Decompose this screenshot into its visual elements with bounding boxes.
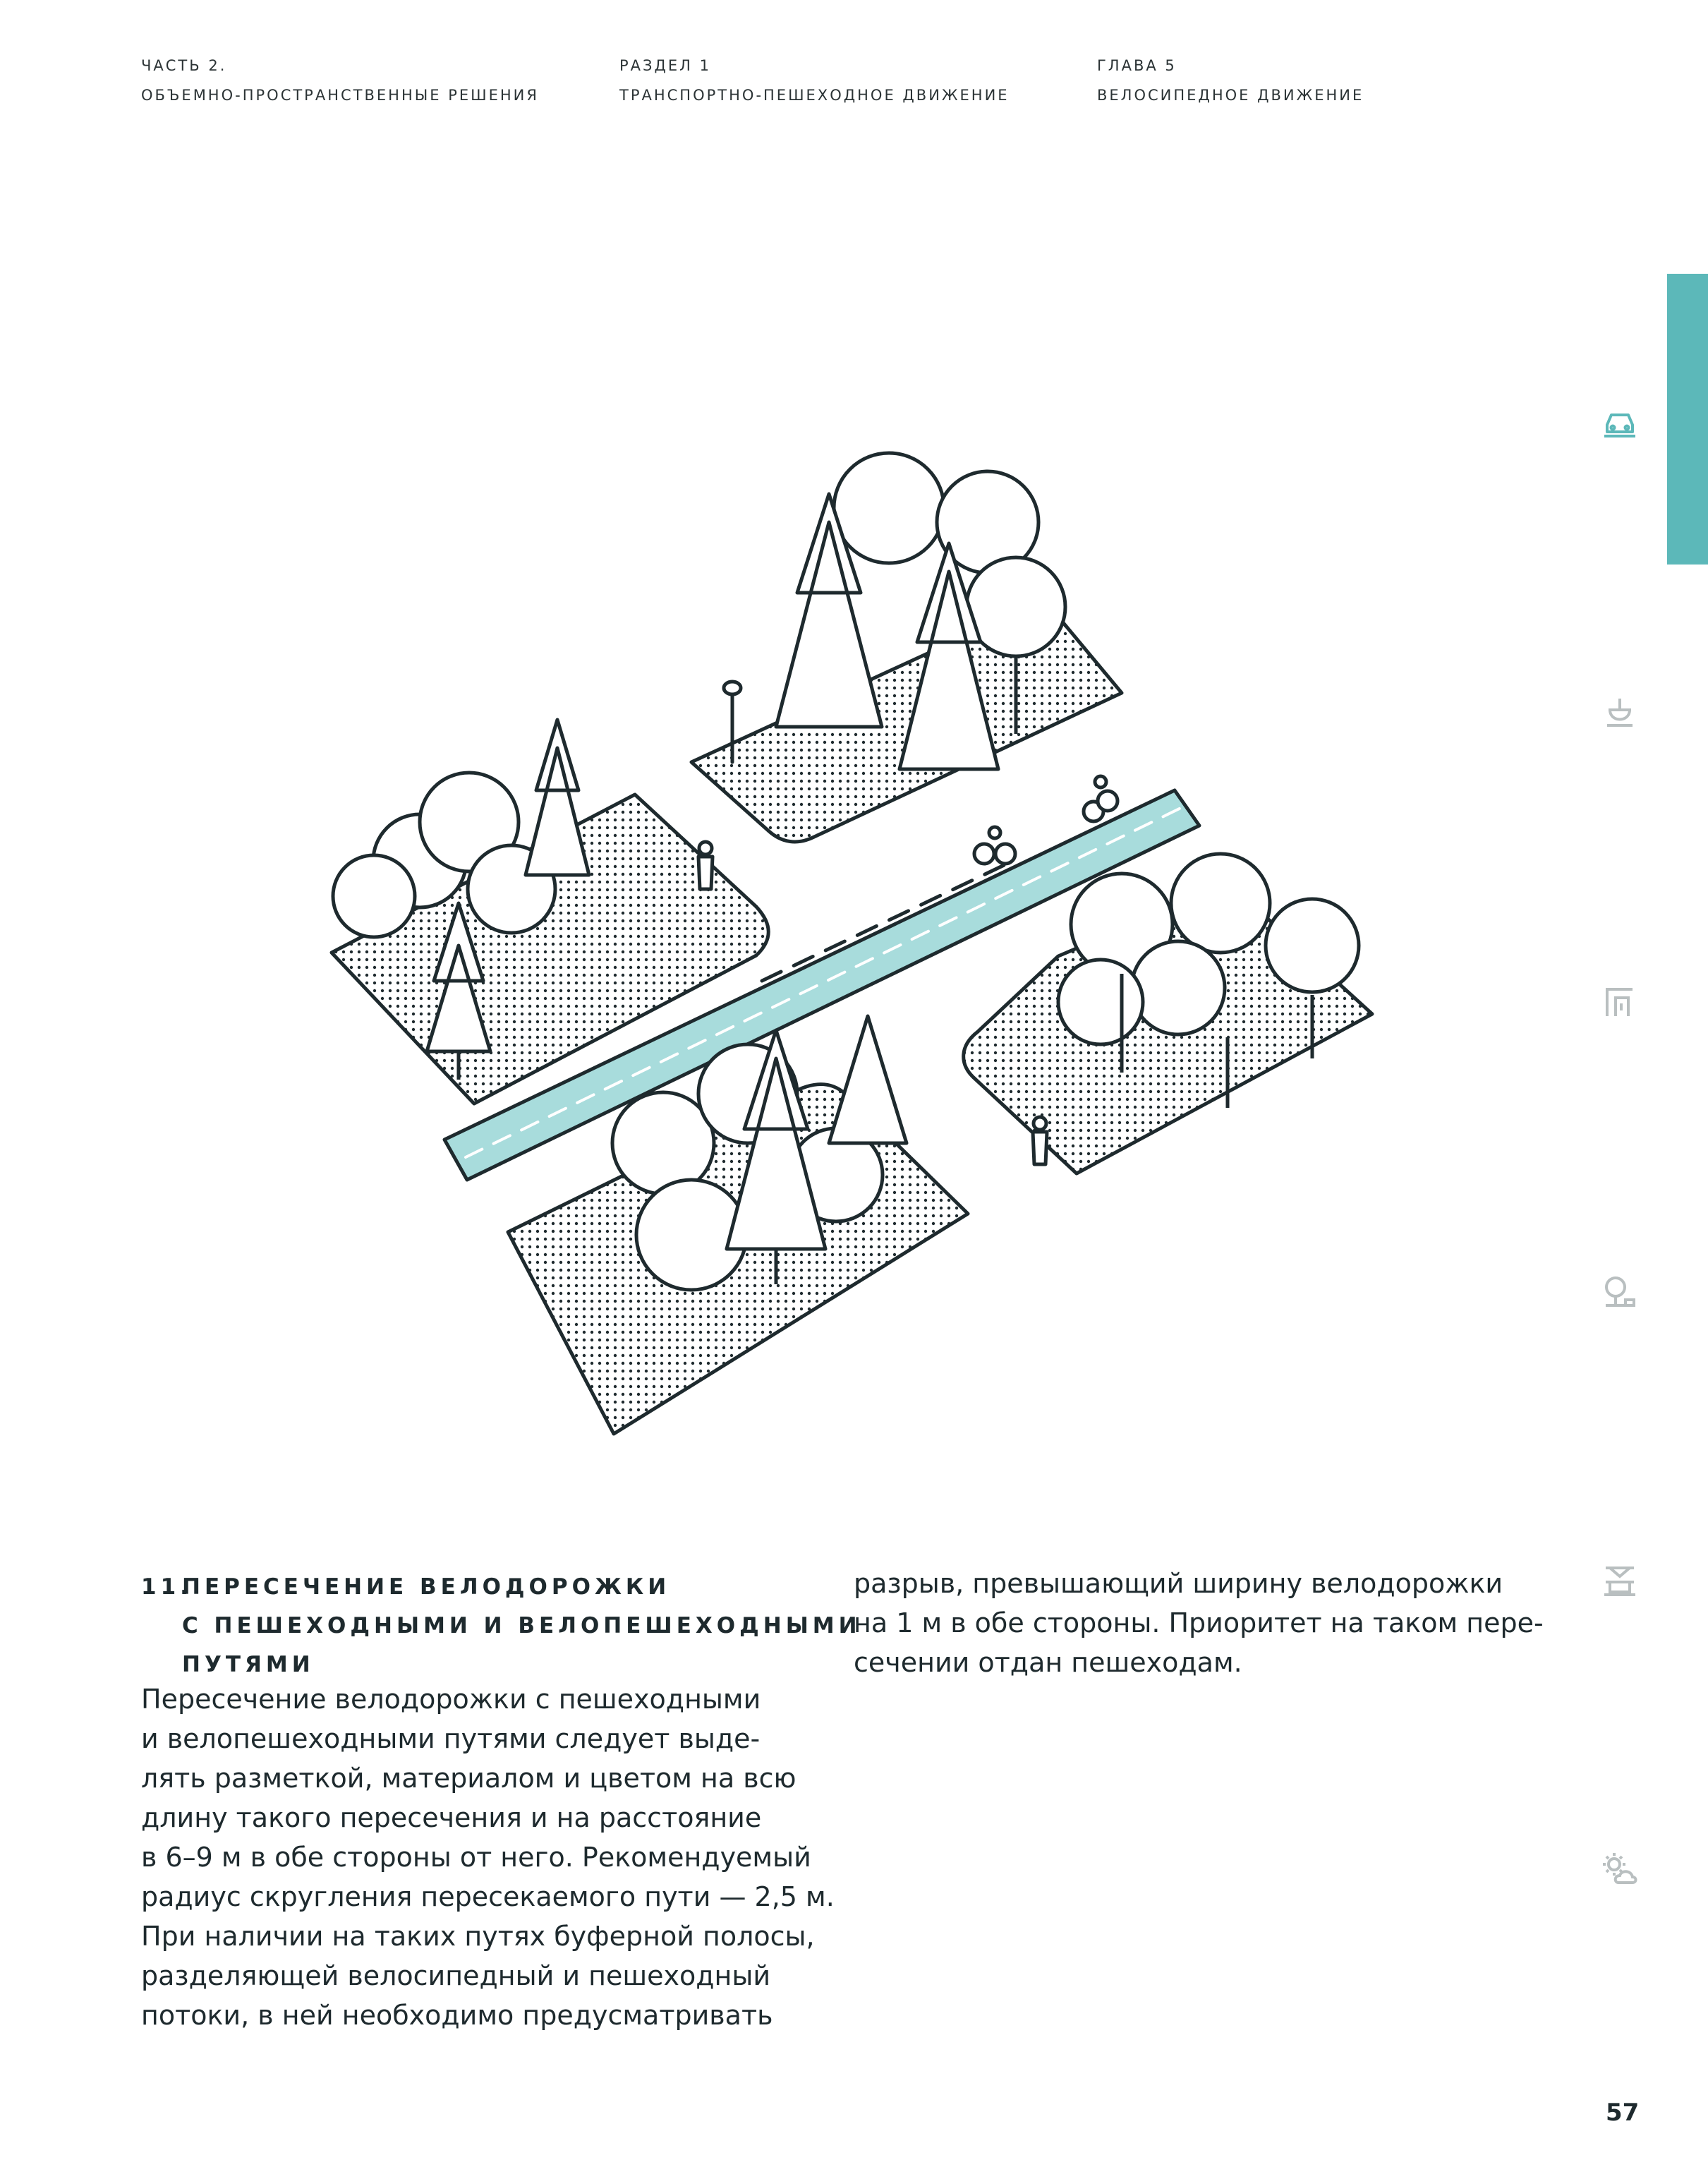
section-tab-marker[interactable]	[1667, 274, 1708, 565]
section-title: ТРАНСПОРТНО-ПЕШЕХОДНОЕ ДВИЖЕНИЕ	[619, 87, 1010, 104]
car-icon[interactable]	[1600, 404, 1640, 443]
chapter-label: ГЛАВА 5	[1097, 57, 1177, 74]
cyclist-figure-1	[974, 827, 1015, 864]
tree-bench-icon[interactable]	[1600, 1272, 1640, 1311]
header-chapter	[1097, 51, 1364, 110]
body-line: на 1 м в обе стороны. Приоритет на таком пере-	[854, 1607, 1544, 1638]
section-title-line-2: С ПЕШЕХОДНЫМИ И ВЕЛОПЕШЕХОДНЫМИ	[182, 1613, 861, 1638]
cyclist-figure-2	[1084, 776, 1118, 821]
hydrant-icon[interactable]	[1600, 693, 1640, 732]
part-title: ОБЪЕМНО-ПРОСТРАНСТВЕННЫЕ РЕШЕНИЯ	[141, 87, 539, 104]
building-icon[interactable]	[1600, 982, 1640, 1022]
section-title-line-1: ПЕРЕСЕЧЕНИЕ ВЕЛОДОРОЖКИ	[182, 1574, 671, 1600]
part-label: ЧАСТЬ 2.	[141, 57, 227, 74]
section-heading	[141, 1568, 861, 1684]
body-line: лять разметкой, материалом и цветом на всю	[141, 1763, 797, 1794]
body-text-left-column	[141, 1679, 835, 2035]
lamp-head	[724, 682, 741, 694]
section-number: 11.	[141, 1574, 193, 1600]
body-line: потоки, в ней необходимо предусматривать	[141, 2000, 773, 2031]
section-title-line-3: ПУТЯМИ	[182, 1652, 315, 1677]
body-line: При наличии на таких путях буферной полосы,	[141, 1921, 815, 1952]
body-line: разрыв, превышающий ширину велодорожки	[854, 1568, 1503, 1599]
body-line: и велопешеходными путями следует выде-	[141, 1723, 761, 1754]
body-line: Пересечение велодорожки с пешеходными	[141, 1684, 761, 1715]
body-line: сечении отдан пешеходам.	[854, 1647, 1242, 1678]
chapter-title: ВЕЛОСИПЕДНОЕ ДВИЖЕНИЕ	[1097, 87, 1364, 104]
header-part	[141, 51, 539, 110]
body-text-right-column	[854, 1564, 1544, 1682]
body-line: разделяющей велосипедный и пешеходный	[141, 1960, 771, 1991]
pedestrian-figure-left	[698, 842, 713, 889]
weather-icon[interactable]	[1600, 1850, 1640, 1890]
page-number: 57	[1606, 2099, 1640, 2127]
header-section	[619, 51, 1010, 110]
body-line: в 6–9 м в обе стороны от него. Рекомендуемый	[141, 1842, 811, 1873]
bike-path-intersection-illustration	[310, 437, 1397, 1454]
section-label: РАЗДЕЛ 1	[619, 57, 711, 74]
pedestrian-figure-right	[1033, 1117, 1047, 1164]
body-line: длину такого пересечения и на расстояние	[141, 1802, 762, 1833]
landscape-icon[interactable]	[1600, 1561, 1640, 1600]
body-line: радиус скругления пересекаемого пути — 2,5 м.	[141, 1881, 835, 1912]
